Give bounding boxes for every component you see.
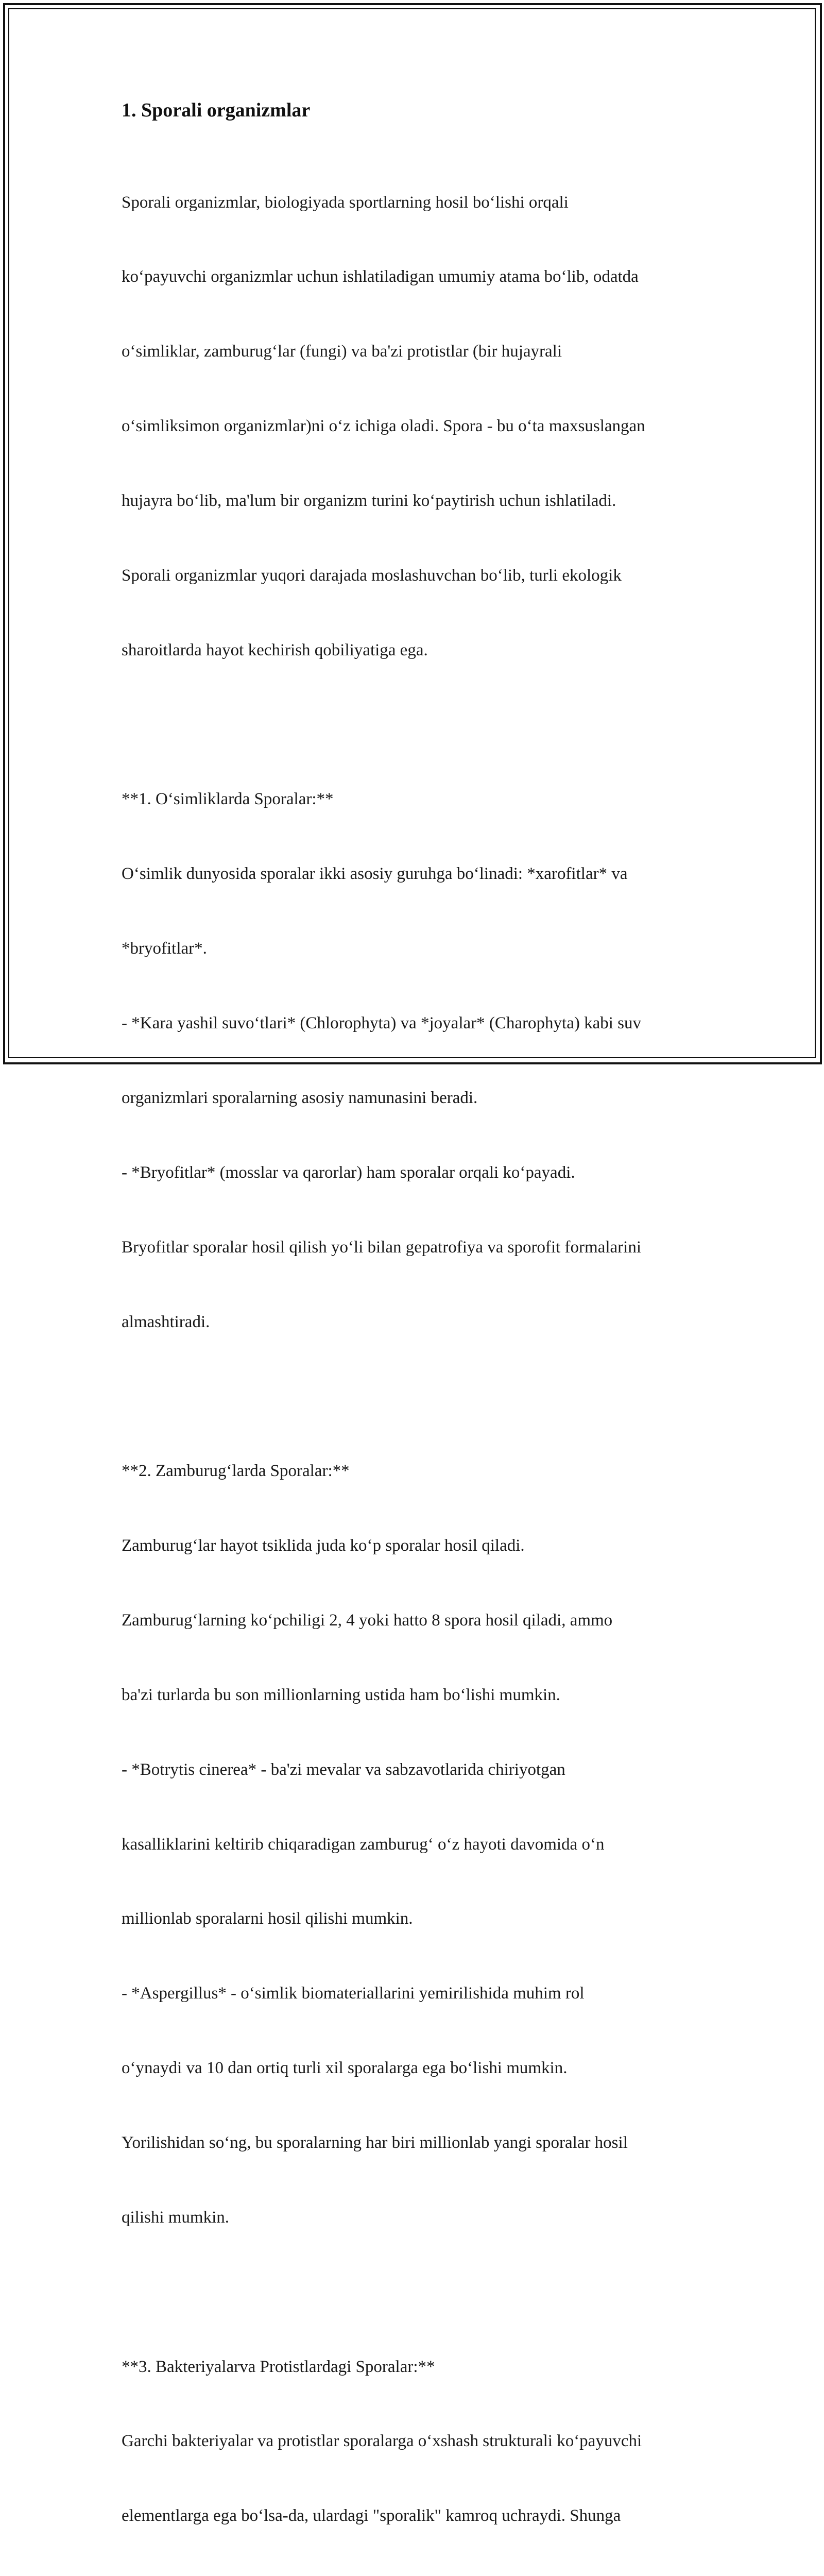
text-line: Sporali organizmlar, biologiyada sportlarning hosil bo‘lishi orqali bbox=[122, 193, 569, 212]
bacteria-protists-section bbox=[122, 2304, 709, 2576]
text-line: Zamburug‘larning ko‘pchiligi 2, 4 yoki hatto 8 spora hosil qiladi, ammo bbox=[122, 1611, 613, 1630]
document-body bbox=[122, 98, 709, 2576]
text-line: almashtiradi. bbox=[122, 1312, 210, 1331]
text-line: millionlab sporalarni hosil qilishi mumkin. bbox=[122, 1909, 413, 1928]
text-line: ko‘payuvchi organizmlar uchun ishlatiladigan umumiy atama bo‘lib, odatda bbox=[122, 267, 639, 286]
text-line: o‘simliklar, zamburug‘lar (fungi) va ba'zi protistlar (bir hujayrali bbox=[122, 342, 562, 361]
text-line: o‘simliksimon organizmlar)ni o‘z ichiga oladi. Spora - bu o‘ta maxsuslangan bbox=[122, 417, 645, 436]
text-line: elementlarga ega bo‘lsa-da, ulardagi "sporalik" kamroq uchraydi. Shunga bbox=[122, 2506, 621, 2526]
plants-spores-section bbox=[122, 737, 709, 1384]
intro-paragraph bbox=[122, 140, 709, 713]
section-heading: **1. O‘simliklarda Sporalar:** bbox=[122, 790, 334, 809]
text-line: - *Aspergillus* - o‘simlik biomateriallarini yemirilishida muhim rol bbox=[122, 1984, 585, 2003]
section-heading: **2. Zamburug‘larda Sporalar:** bbox=[122, 1462, 350, 1481]
text-line: O‘simlik dunyosida sporalar ikki asosiy guruhga bo‘linadi: *xarofitlar* va bbox=[122, 865, 628, 884]
text-line: - *Botrytis cinerea* - ba'zi mevalar va sabzavotlarida chiriyotgan bbox=[122, 1760, 565, 1779]
text-line: hujayra bo‘lib, ma'lum bir organizm turini ko‘paytirish uchun ishlatiladi. bbox=[122, 492, 616, 511]
text-line: Sporali organizmlar yuqori darajada moslashuvchan bo‘lib, turli ekologik bbox=[122, 566, 622, 585]
text-line: Zamburug‘lar hayot tsiklida juda ko‘p sporalar hosil qiladi. bbox=[122, 1536, 525, 1555]
text-line: Bryofitlar sporalar hosil qilish yo‘li bilan gepatrofiya va sporofit formalarini bbox=[122, 1238, 641, 1257]
text-line: - *Kara yashil suvo‘tlari* (Chlorophyta) va *joyalar* (Charophyta) kabi suv bbox=[122, 1014, 641, 1033]
text-line: - *Bryofitlar* (mosslar va qarorlar) ham sporalar orqali ko‘payadi. bbox=[122, 1163, 575, 1182]
text-line: Garchi bakteriyalar va protistlar sporalarga o‘xshash strukturali ko‘payuvchi bbox=[122, 2432, 642, 2451]
document-title: 1. Sporali organizmlar bbox=[122, 99, 311, 121]
text-line: Yorilishidan so‘ng, bu sporalarning har biri millionlab yangi sporalar hosil bbox=[122, 2133, 628, 2153]
text-line: kasalliklarini keltirib chiqaradigan zamburug‘ o‘z hayoti davomida o‘n bbox=[122, 1835, 605, 1854]
text-line: qilishi mumkin. bbox=[122, 2208, 230, 2227]
text-line: *bryofitlar*. bbox=[122, 939, 207, 958]
text-line: o‘ynaydi va 10 dan ortiq turli xil sporalarga ega bo‘lishi mumkin. bbox=[122, 2059, 568, 2078]
fungi-spores-section bbox=[122, 1409, 709, 2280]
text-line: organizmlari sporalarning asosiy namunasini beradi. bbox=[122, 1088, 478, 1107]
text-line: sharoitlarda hayot kechirish qobiliyatiga ega. bbox=[122, 640, 428, 659]
text-line: ba'zi turlarda bu son millionlarning ustida ham bo‘lishi mumkin. bbox=[122, 1685, 560, 1704]
section-heading: **3. Bakteriyalarva Protistlardagi Sporalar:** bbox=[122, 2357, 435, 2376]
